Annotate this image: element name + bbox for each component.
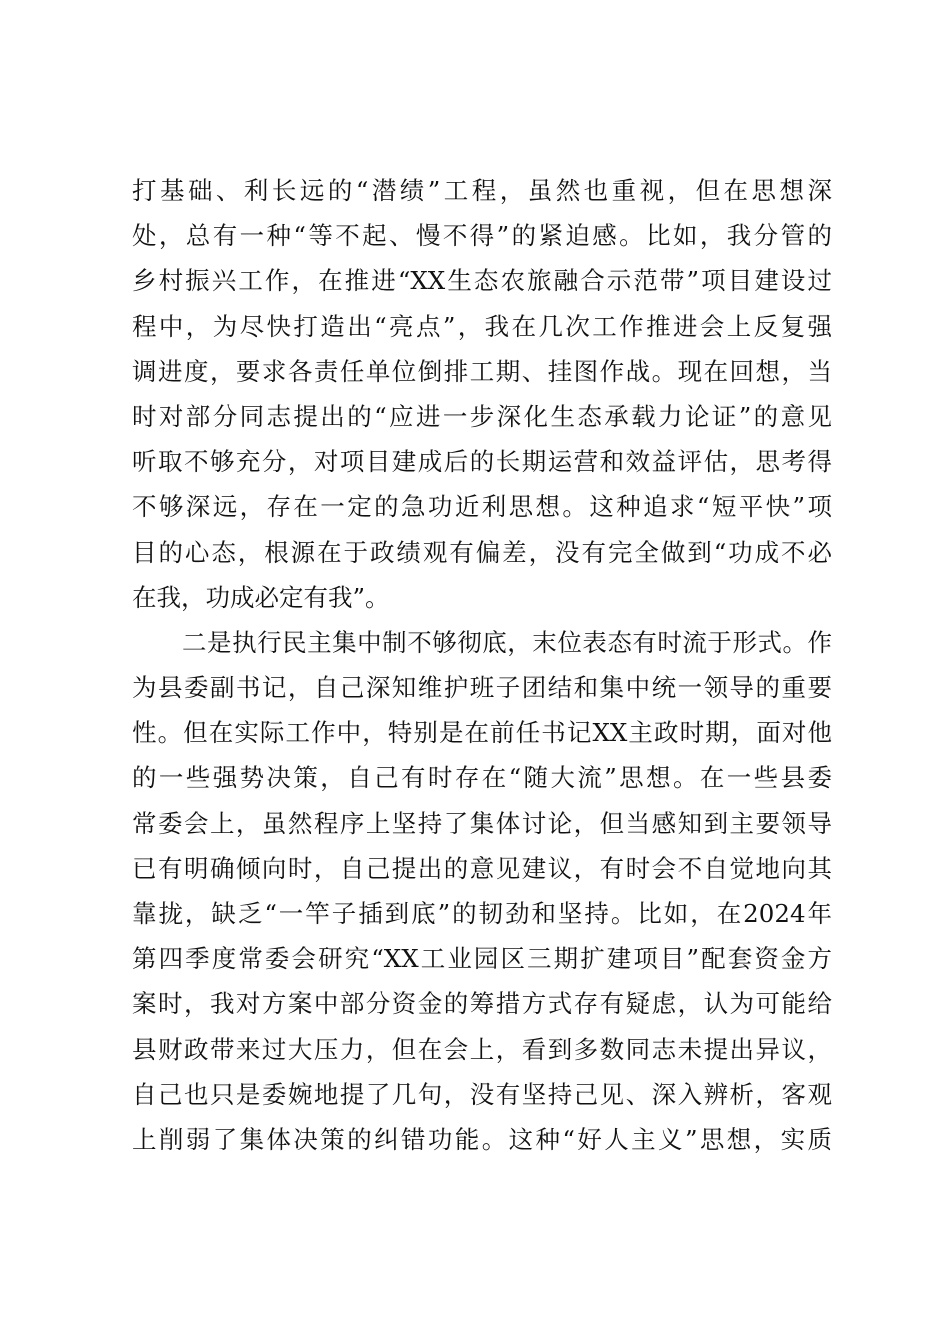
text-line-13: 性。但在实际工作中，特别是在前任书记XX主政时期，面对他 (132, 718, 832, 748)
text-line-22: 上削弱了集体决策的纠错功能。这种“好人主义”思想，实质 (132, 1124, 832, 1154)
text-line-8: 不够深远，存在一定的急功近利思想。这种追求“短平快”项 (132, 492, 832, 522)
text-line-11: 二是执行民主集中制不够彻底，末位表态有时流于形式。作 (132, 627, 832, 657)
text-line-5: 调进度，要求各责任单位倒排工期、挂图作战。现在回想，当 (132, 356, 832, 386)
text-line-1: 打基础、利长远的“潜绩”工程，虽然也重视，但在思想深 (132, 176, 832, 205)
body-text (132, 168, 832, 1162)
text-line-15: 常委会上，虽然程序上坚持了集体讨论，但当感知到主要领导 (132, 808, 832, 838)
text-line-19: 案时，我对方案中部分资金的筹措方式存有疑虑，认为可能给 (132, 989, 832, 1019)
text-line-7: 听取不够充分，对项目建成后的长期运营和效益评估，思考得 (132, 447, 832, 477)
text-line-14: 的一些强势决策，自己有时存在“随大流”思想。在一些县委 (132, 763, 832, 793)
text-line-4: 程中，为尽快打造出“亮点”，我在几次工作推进会上反复强 (132, 311, 832, 341)
text-line-6: 时对部分同志提出的“应进一步深化生态承载力论证”的意见 (132, 401, 832, 431)
text-line-10: 在我，功成必定有我”。 (132, 582, 390, 612)
text-line-12: 为县委副书记，自己深知维护班子团结和集中统一领导的重要 (132, 673, 832, 703)
text-line-20: 县财政带来过大压力，但在会上，看到多数同志未提出异议， (132, 1034, 832, 1064)
text-line-16: 已有明确倾向时，自己提出的意见建议，有时会不自觉地向其 (132, 853, 832, 883)
text-line-3: 乡村振兴工作，在推进“XX生态农旅融合示范带”项目建设过 (132, 266, 832, 296)
text-line-18: 第四季度常委会研究“XX工业园区三期扩建项目”配套资金方 (132, 944, 832, 974)
text-line-17: 靠拢，缺乏“一竿子插到底”的韧劲和坚持。比如，在2024年 (132, 899, 832, 928)
text-line-2: 处，总有一种“等不起、慢不得”的紧迫感。比如，我分管的 (132, 221, 832, 251)
text-line-21: 自己也只是委婉地提了几句，没有坚持己见、深入辨析，客观 (132, 1079, 832, 1109)
text-line-9: 目的心态，根源在于政绩观有偏差，没有完全做到“功成不必 (132, 537, 832, 567)
